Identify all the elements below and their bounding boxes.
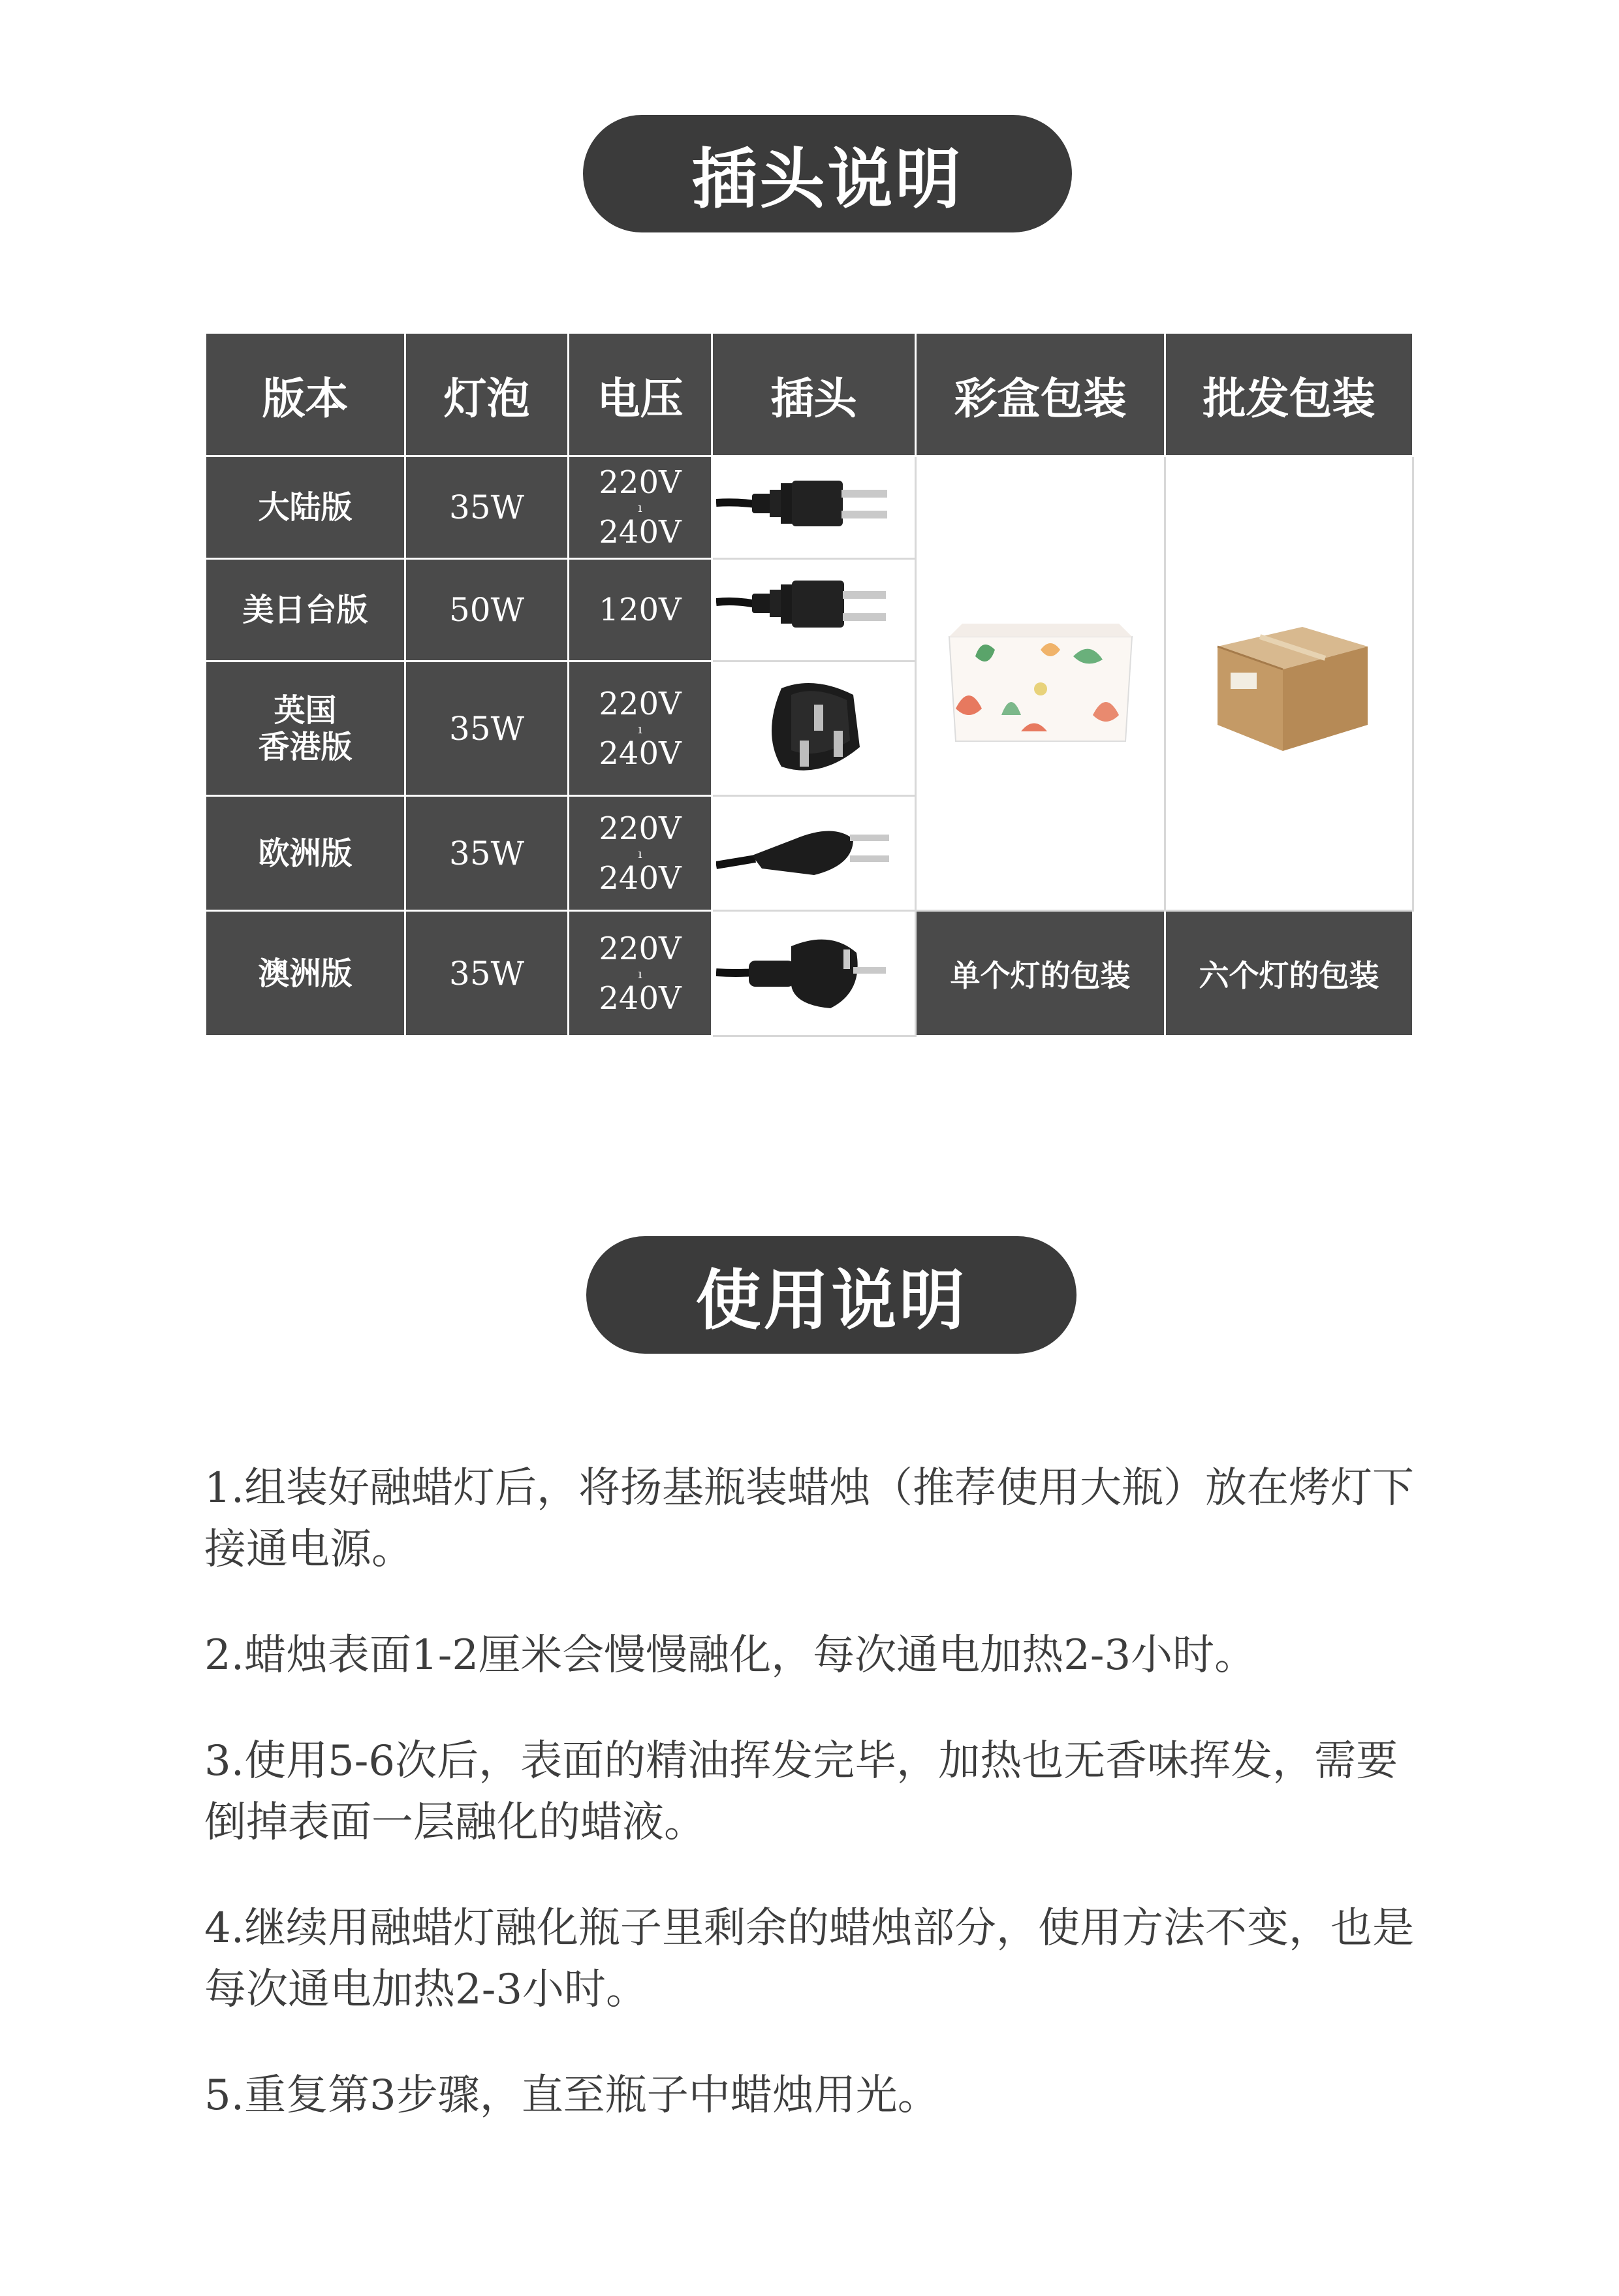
bulb-cell: 50W bbox=[405, 559, 569, 662]
table-row bbox=[206, 911, 1413, 1036]
usage-steps bbox=[204, 1458, 1432, 2171]
header-voltage: 电压 bbox=[569, 333, 712, 456]
voltage-cell: 220V ı 240V bbox=[569, 456, 712, 559]
voltage-cell: 220V ı 240V bbox=[569, 662, 712, 796]
wholesale-caption: 六个灯的包装 bbox=[1165, 911, 1413, 1036]
header-wholesale: 批发包装 bbox=[1165, 333, 1413, 456]
au-plug-icon bbox=[712, 911, 916, 1036]
bulb-cell: 35W bbox=[405, 662, 569, 796]
header-plug: 插头 bbox=[712, 333, 916, 456]
voltage-cell: 220V ı 240V bbox=[569, 796, 712, 911]
eu-plug-icon bbox=[712, 796, 916, 911]
step-text: 1.组装好融蜡灯后，将扬基瓶装蜡烛（推荐使用大瓶）放在烤灯下接通电源。 bbox=[204, 1464, 1415, 1574]
version-cell: 英国 香港版 bbox=[206, 662, 405, 796]
header-bulb: 灯泡 bbox=[405, 333, 569, 456]
uk-plug-icon bbox=[712, 662, 916, 796]
voltage-cell: 220V ı 240V bbox=[569, 911, 712, 1036]
step-text: 3.使用5-6次后，表面的精油挥发完毕，加热也无香味挥发，需要倒掉表面一层融化的蜡液。 bbox=[204, 1737, 1398, 1847]
plug-section-title: 插头说明 bbox=[583, 115, 1072, 232]
header-version: 版本 bbox=[206, 333, 405, 456]
color-box-cell bbox=[916, 456, 1165, 911]
table-row bbox=[206, 456, 1413, 559]
plug-spec-table bbox=[204, 332, 1414, 1037]
bulb-cell: 35W bbox=[405, 456, 569, 559]
color-box-caption: 单个灯的包装 bbox=[916, 911, 1165, 1036]
version-cell: 大陆版 bbox=[206, 456, 405, 559]
header-color-box: 彩盒包装 bbox=[916, 333, 1165, 456]
bulb-cell: 35W bbox=[405, 796, 569, 911]
floral-gift-box-icon bbox=[943, 617, 1139, 748]
bulb-cell: 35W bbox=[405, 911, 569, 1036]
step-text: 2.蜡烛表面1-2厘米会慢慢融化，每次通电加热2-3小时。 bbox=[204, 1631, 1257, 1680]
step-text: 5.重复第3步骤，直至瓶子中蜡烛用光。 bbox=[204, 2071, 939, 2120]
table-header-row bbox=[206, 333, 1413, 456]
voltage-cell: 120V bbox=[569, 559, 712, 662]
china-plug-icon bbox=[712, 456, 916, 559]
us-plug-icon bbox=[712, 559, 916, 662]
version-cell: 澳洲版 bbox=[206, 911, 405, 1036]
version-cell: 美日台版 bbox=[206, 559, 405, 662]
version-cell: 欧洲版 bbox=[206, 796, 405, 911]
cardboard-box-icon bbox=[1191, 601, 1387, 764]
usage-section-title: 使用说明 bbox=[586, 1236, 1077, 1354]
wholesale-cell bbox=[1165, 456, 1413, 911]
step-text: 4.继续用融蜡灯融化瓶子里剩余的蜡烛部分，使用方法不变，也是每次通电加热2-3小时。 bbox=[204, 1904, 1415, 2014]
